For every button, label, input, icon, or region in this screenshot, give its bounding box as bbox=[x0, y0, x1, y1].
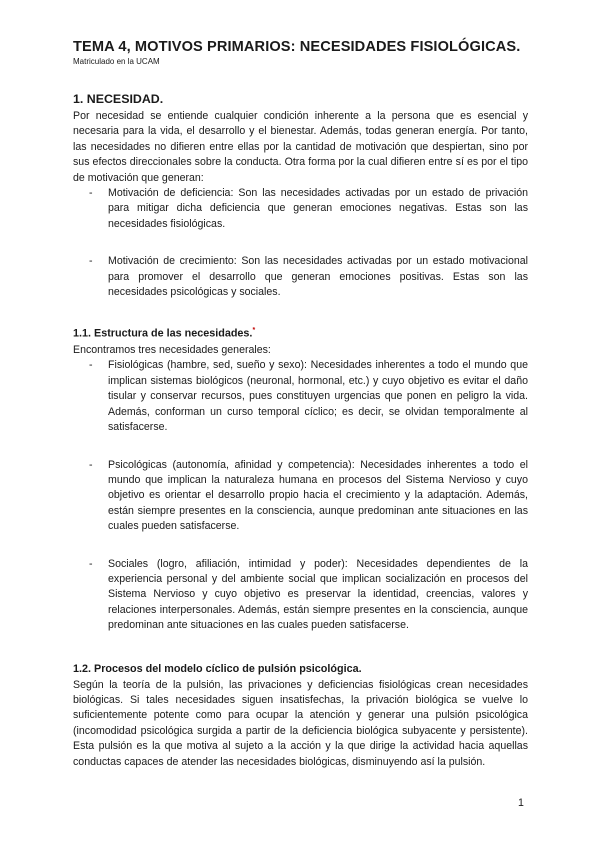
list-item: - Motivación de deficiencia: Son las necesidades activadas por un estado de privación para mitigar dicha deficiencia que generan emociones negativas. Estas son las necesidades fisiológicas. bbox=[73, 186, 528, 232]
section-1-2-heading: 1.2. Procesos del modelo cíclico de pulsión psicológica. bbox=[73, 662, 362, 675]
section-1-paragraph: Por necesidad se entiende cualquier condición inherente a la persona que es esencial y necesaria para la vida, el desarrollo y el bienestar. Además, todas generan energía. Por tanto, las necesidades no difieren entre ellas por la cantidad de motivación que despiertan, sino por sus efectos direccionales sobre la conducta. Otra forma por la cual difieren entre sí es por el tipo de motivación que generan: bbox=[73, 110, 528, 184]
section-1-1-list bbox=[73, 358, 528, 633]
list-item: - Fisiológicas (hambre, sed, sueño y sexo): Necesidades inherentes a todo el mundo que implican sistemas biológicos (neuronal, hormonal, etc.) y cuyo objetivo es evitar el daño tisular y conservar recursos, pues constituyen urgencias que ponen en peligro la vida. Además, conforman un curso temporal cíclico; es decir, se olvidan temporalmente al satisfacerse. bbox=[73, 358, 528, 435]
section-1-1-intro: Encontramos tres necesidades generales: bbox=[73, 344, 271, 357]
section-1-1-heading-text: 1.1. Estructura de las necesidades. bbox=[73, 328, 253, 341]
list-item: - Psicológicas (autonomía, afinidad y competencia): Necesidades inherentes a todo el mundo que implican la naturaleza humana en procesos del Sistema Nervioso y cuyo objetivo es orientar el desarrollo propio hacia el crecimiento y la adaptación. Además, están siempre presentes en la consciencia, aunque predominan ante situaciones en las cuales pueden satisfacerse. bbox=[73, 458, 528, 535]
list-item: - Sociales (logro, afiliación, intimidad y poder): Necesidades dependientes de la experiencia personal y del ambiente social que implican socialización en procesos del Sistema Nervioso y cuyo objetivo es preservar la identidad, creencias, valores y relaciones interpersonales. Además, están siempre presentes en la consciencia, aunque predominan ante situaciones en las cuales pueden satisfacerse. bbox=[73, 557, 528, 634]
document-page bbox=[73, 38, 528, 770]
section-1-1-heading bbox=[73, 324, 528, 341]
section-1-heading: 1. NECESIDAD. bbox=[73, 92, 164, 106]
page-number: 1 bbox=[518, 797, 524, 809]
document-title: TEMA 4, MOTIVOS PRIMARIOS: NECESIDADES FISIOLÓGICAS. bbox=[73, 39, 521, 55]
section-1-2-paragraph: Según la teoría de la pulsión, las privaciones y deficiencias fisiológicas crean necesidades biológicas. Si tales necesidades siguen insatisfechas, la privación biológica se vuelve lo suficientemente potente como para ocupar la atención y generar una pulsión psicológica (incomodidad psicológica surgida a partir de la deficiencia biológica subyacente y persistente). Esta pulsión es la que motiva al sujeto a la acción y la que dirige la actividad hacia aquellas conductas capaces de atender las necesidades biológicas, disminuyendo así la pulsión. bbox=[73, 678, 528, 768]
footnote-mark: * bbox=[252, 327, 256, 335]
list-item: - Motivación de crecimiento: Son las necesidades activadas por un estado motivacional para promover el desarrollo que generan emociones positivas. Estas son las necesidades psicológicas y sociales. bbox=[73, 254, 528, 300]
section-procesos bbox=[73, 662, 528, 770]
section-1-list bbox=[73, 186, 528, 300]
section-necesidad bbox=[73, 91, 528, 300]
section-estructura bbox=[73, 324, 528, 633]
document-subtitle: Matriculado en la UCAM bbox=[73, 57, 160, 66]
